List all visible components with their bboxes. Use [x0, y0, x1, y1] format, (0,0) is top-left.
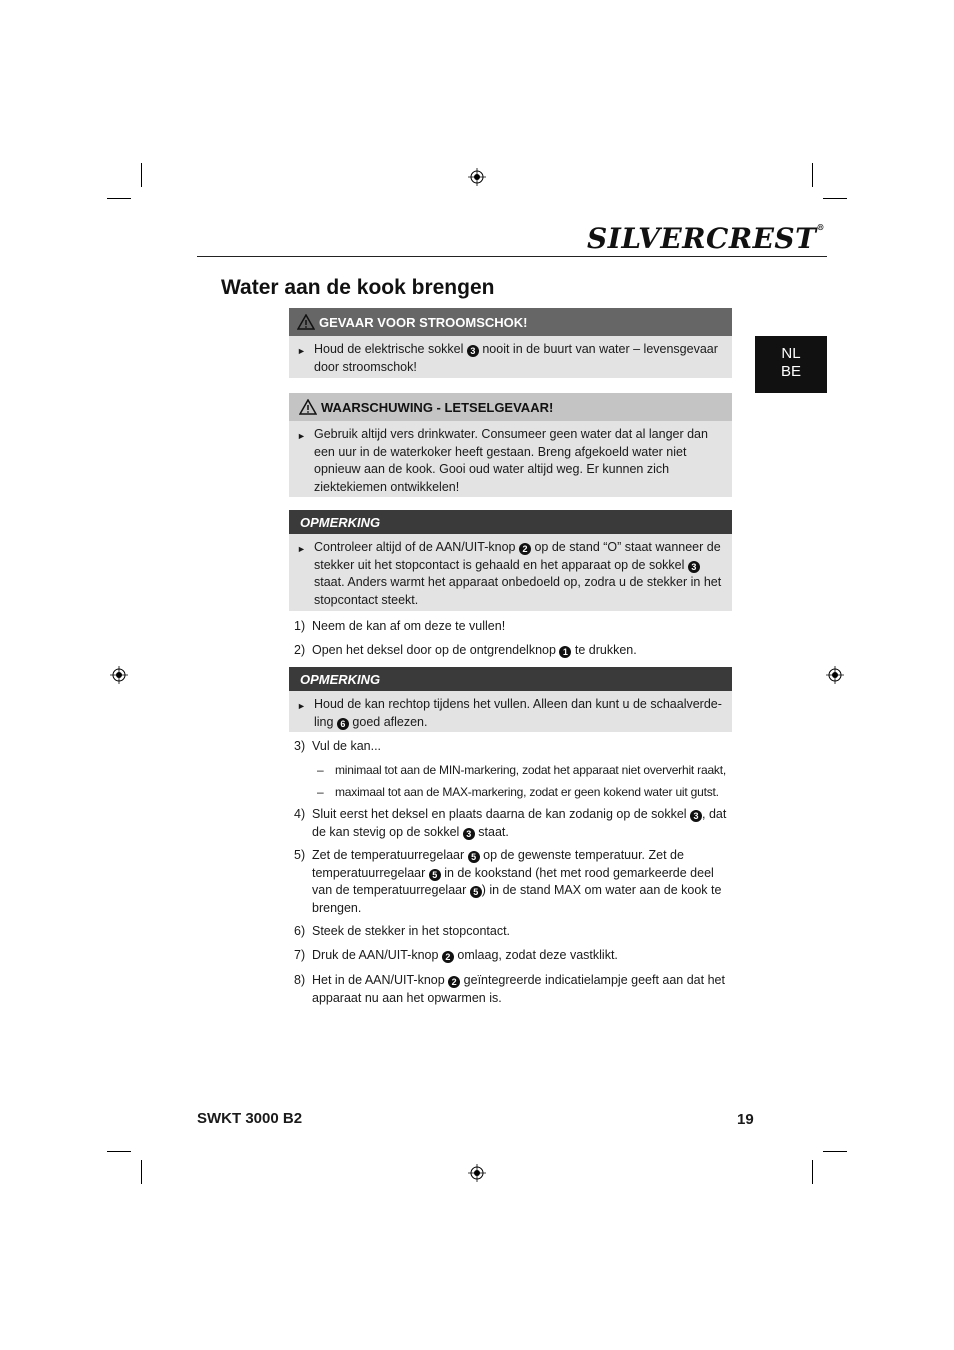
step-text-b: op de gewenste temperatuur. Zet de temperatuurregelaar	[312, 848, 684, 880]
step-text-a: Open het deksel door op de ontgrendelknop	[312, 643, 560, 657]
brand-part-1: SILVER	[587, 222, 707, 255]
part-ref-badge: 3	[463, 828, 475, 840]
warning-box-heading: WAARSCHUWING - LETSELGEVAAR!	[321, 399, 554, 415]
note-box	[289, 667, 732, 732]
header-rule	[197, 256, 827, 257]
step-text	[312, 947, 734, 965]
step-text-b: , dat de kan stevig op de sokkel	[312, 807, 727, 839]
note-box-heading: OPMERKING	[300, 671, 381, 687]
part-ref-badge: 5	[429, 869, 441, 881]
step-number: 2)	[294, 643, 306, 657]
step-text-c: in de kookstand (het met rood gemarkeerde deel van de temperatuurregelaar	[312, 865, 714, 897]
step-item	[294, 847, 734, 917]
step-number: 8)	[294, 973, 306, 987]
language-tab	[755, 336, 827, 393]
step-text: Neem de kan af om deze te vullen!	[312, 619, 506, 633]
language-code-be: BE	[780, 363, 801, 380]
part-ref-badge: 5	[470, 886, 482, 898]
step-text-d: ) in de stand MAX om water aan de kook te brengen.	[312, 883, 722, 915]
warning-text: Gebruik altijd vers drinkwater. Consumeer geen water dat al langer dan een uur in de waterkoker heeft gestaan. Breng afgekoeld water niet opnieuw aan de kook. Gooi oud water altijd weg. Er kunnen zich ziektekiemen ontwikkelen!	[314, 427, 708, 494]
step-number: 6)	[294, 924, 306, 938]
step-item	[294, 738, 734, 756]
note-text-2: op de stand “O” staat wanneer de stekker uit het stopcontact is gehaald en het apparaat op de sokkel	[314, 540, 721, 572]
part-ref-badge: 2	[442, 951, 454, 963]
part-ref-badge: 3	[688, 561, 700, 573]
note-box-body	[289, 534, 732, 611]
warning-triangle-icon	[299, 399, 317, 415]
sub-item-text: minimaal tot aan de MIN-markering, zodat het apparaat niet oververhit raakt,	[335, 763, 726, 777]
brand-logo	[587, 222, 825, 255]
warning-box	[289, 393, 732, 497]
crop-mark	[107, 1151, 131, 1152]
bullet-arrow-icon: ►	[297, 701, 306, 711]
registration-mark-icon	[468, 168, 486, 186]
warning-box-body	[289, 421, 732, 497]
step-text-b: te drukken.	[571, 643, 637, 657]
crop-mark	[141, 163, 142, 187]
crop-mark	[812, 163, 813, 187]
note-box-heading: OPMERKING	[300, 514, 381, 530]
part-ref-badge: 2	[448, 976, 460, 988]
brand-part-2: CREST	[706, 222, 817, 255]
note-text-1: Houd de kan rechtop tijdens het vullen. Alleen dan kunt u de schaalverde-ling	[314, 697, 722, 729]
step-text: Vul de kan...	[312, 739, 382, 753]
registration-mark-icon	[468, 1164, 486, 1182]
part-ref-badge: 6	[337, 718, 349, 730]
note-text-2: goed aflezen.	[348, 714, 428, 729]
step-text-a: Sluit eerst het deksel en plaats daarna de kan zodanig op de sokkel	[312, 807, 691, 821]
part-ref-badge: 5	[468, 851, 480, 863]
page-number: 19	[737, 1111, 754, 1128]
part-ref-badge: 1	[559, 646, 571, 658]
crop-mark	[823, 198, 847, 199]
step-number: 5)	[294, 848, 306, 862]
step-text-a: Druk de AAN/UIT-knop	[312, 948, 442, 962]
step-text	[312, 847, 734, 917]
registration-mark-icon	[826, 666, 844, 684]
warning-triangle-icon	[297, 314, 315, 330]
language-code-nl: NL	[781, 345, 801, 362]
page-title: Water aan de kook brengen	[221, 276, 495, 299]
note-text-3: staat. Anders warmt het apparaat onbedoeld op, zodra u de stekker in het stopcontact steekt.	[314, 575, 722, 607]
step-text	[312, 972, 734, 1007]
note-box-header	[289, 510, 732, 534]
step-item	[294, 806, 734, 841]
warning-box-header	[289, 393, 732, 421]
danger-text-1: Houd de elektrische sokkel	[314, 342, 467, 356]
step-number: 3)	[294, 739, 306, 753]
step-item	[294, 923, 734, 941]
registration-mark-icon	[110, 666, 128, 684]
sub-item-text: maximaal tot aan de MAX-markering, zodat er geen kokend water uit gutst.	[335, 785, 719, 799]
danger-box-body	[289, 336, 732, 378]
registered-mark: ®	[816, 222, 825, 232]
bullet-arrow-icon: ►	[297, 544, 306, 554]
note-text-1: Controleer altijd of de AAN/UIT-knop	[314, 540, 519, 554]
footer-model-number: SWKT 3000 B2	[197, 1110, 303, 1127]
dash-marker: –	[317, 763, 324, 777]
step-number: 4)	[294, 807, 306, 821]
part-ref-badge: 2	[519, 543, 531, 555]
part-ref-badge: 3	[690, 810, 702, 822]
step-text-c: staat.	[474, 824, 509, 839]
note-box	[289, 510, 732, 611]
step-text	[312, 806, 734, 841]
crop-mark	[812, 1160, 813, 1184]
step-item	[294, 618, 734, 636]
step-text-b: omlaag, zodat deze vastklikt.	[453, 948, 618, 962]
sub-list-item	[317, 762, 737, 779]
step-text-b: geïntegreerde indicatielampje geeft aan dat het apparaat nu aan het opwarmen is.	[312, 973, 725, 1005]
note-box-header	[289, 667, 732, 691]
crop-mark	[141, 1160, 142, 1184]
bullet-arrow-icon: ►	[297, 431, 306, 441]
step-text	[312, 642, 734, 660]
sub-list-item	[317, 784, 737, 801]
bullet-arrow-icon: ►	[297, 346, 306, 356]
step-text: Steek de stekker in het stopcontact.	[312, 924, 511, 938]
step-item	[294, 972, 734, 1007]
danger-box	[289, 308, 732, 378]
step-item	[294, 642, 734, 660]
step-text-a: Het in de AAN/UIT-knop	[312, 973, 449, 987]
crop-mark	[823, 1151, 847, 1152]
step-number: 7)	[294, 948, 306, 962]
note-box-body	[289, 691, 732, 732]
crop-mark	[107, 198, 131, 199]
part-ref-badge: 3	[467, 345, 479, 357]
danger-box-heading: GEVAAR VOOR STROOMSCHOK!	[319, 314, 528, 330]
dash-marker: –	[317, 785, 324, 799]
danger-box-header	[289, 308, 732, 336]
step-number: 1)	[294, 619, 306, 633]
step-text-a: Zet de temperatuurregelaar	[312, 848, 468, 862]
step-item	[294, 947, 734, 965]
danger-text-2: nooit in de buurt van water – levensgevaar door stroomschok!	[314, 342, 718, 374]
